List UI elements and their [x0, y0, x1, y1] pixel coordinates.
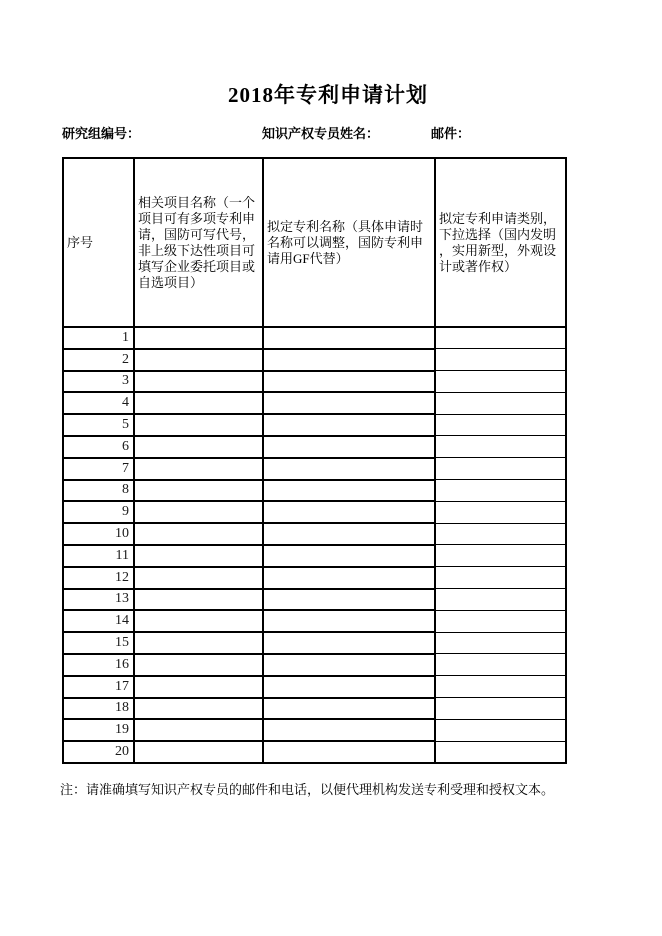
- category-cell[interactable]: [435, 392, 566, 414]
- table-row: [63, 480, 566, 502]
- category-cell[interactable]: [435, 349, 566, 371]
- project-name-cell[interactable]: [134, 523, 263, 545]
- table-row: [63, 719, 566, 741]
- table-row: [63, 458, 566, 480]
- col-header-project-name: 相关项目名称（一个项目可有多项专利申请，国防可写代号，非上级下达性项目可填写企业委托项目或自选项目）: [134, 158, 263, 327]
- footer-note: 注：请准确填写知识产权专员的邮件和电话，以便代理机构发送专利受理和授权文本。: [60, 782, 555, 797]
- category-cell[interactable]: [435, 719, 566, 741]
- table-row: [63, 654, 566, 676]
- patent-name-cell[interactable]: [263, 676, 435, 698]
- row-number-cell: 11: [63, 545, 134, 567]
- category-cell[interactable]: [435, 327, 566, 349]
- category-cell[interactable]: [435, 741, 566, 763]
- row-number-cell: 16: [63, 654, 134, 676]
- category-cell[interactable]: [435, 545, 566, 567]
- row-number-cell: 2: [63, 349, 134, 371]
- project-name-cell[interactable]: [134, 349, 263, 371]
- category-cell[interactable]: [435, 414, 566, 436]
- table-row: [63, 414, 566, 436]
- project-name-cell[interactable]: [134, 610, 263, 632]
- form-fields-row: [0, 123, 662, 141]
- category-cell[interactable]: [435, 698, 566, 720]
- project-name-cell[interactable]: [134, 371, 263, 393]
- table-row: [63, 698, 566, 720]
- table-row: [63, 610, 566, 632]
- project-name-cell[interactable]: [134, 458, 263, 480]
- project-name-cell[interactable]: [134, 719, 263, 741]
- project-name-cell[interactable]: [134, 414, 263, 436]
- patent-plan-table: [62, 157, 567, 764]
- patent-name-cell[interactable]: [263, 371, 435, 393]
- project-name-cell[interactable]: [134, 327, 263, 349]
- category-cell[interactable]: [435, 589, 566, 611]
- project-name-cell[interactable]: [134, 698, 263, 720]
- table-row: [63, 327, 566, 349]
- table-row: [63, 436, 566, 458]
- patent-name-cell[interactable]: [263, 698, 435, 720]
- category-cell[interactable]: [435, 632, 566, 654]
- project-name-cell[interactable]: [134, 589, 263, 611]
- project-name-cell[interactable]: [134, 676, 263, 698]
- col-header-patent-name: 拟定专利名称（具体申请时名称可以调整，国防专利申请用GF代替）: [263, 158, 435, 327]
- project-name-cell[interactable]: [134, 567, 263, 589]
- category-cell[interactable]: [435, 567, 566, 589]
- category-cell[interactable]: [435, 501, 566, 523]
- patent-name-cell[interactable]: [263, 610, 435, 632]
- patent-name-cell[interactable]: [263, 632, 435, 654]
- category-cell[interactable]: [435, 654, 566, 676]
- table-row: [63, 676, 566, 698]
- table-row: [63, 567, 566, 589]
- table-row: [63, 589, 566, 611]
- patent-name-cell[interactable]: [263, 349, 435, 371]
- row-number-cell: 7: [63, 458, 134, 480]
- row-number-cell: 8: [63, 480, 134, 502]
- patent-name-cell[interactable]: [263, 327, 435, 349]
- project-name-cell[interactable]: [134, 741, 263, 763]
- row-number-cell: 6: [63, 436, 134, 458]
- ip-specialist-name-label: 知识产权专员姓名：: [262, 126, 380, 141]
- category-cell[interactable]: [435, 523, 566, 545]
- project-name-cell[interactable]: [134, 480, 263, 502]
- row-number-cell: 1: [63, 327, 134, 349]
- row-number-cell: 4: [63, 392, 134, 414]
- patent-name-cell[interactable]: [263, 545, 435, 567]
- project-name-cell[interactable]: [134, 654, 263, 676]
- table-row: [63, 741, 566, 763]
- category-cell[interactable]: [435, 371, 566, 393]
- table-row: [63, 392, 566, 414]
- row-number-cell: 20: [63, 741, 134, 763]
- row-number-cell: 5: [63, 414, 134, 436]
- row-number-cell: 12: [63, 567, 134, 589]
- page-title: 2018年专利申请计划: [228, 83, 428, 107]
- row-number-cell: 15: [63, 632, 134, 654]
- row-number-cell: 14: [63, 610, 134, 632]
- category-cell[interactable]: [435, 610, 566, 632]
- project-name-cell[interactable]: [134, 392, 263, 414]
- row-number-cell: 10: [63, 523, 134, 545]
- patent-name-cell[interactable]: [263, 567, 435, 589]
- table-row: [63, 523, 566, 545]
- table-row: [63, 349, 566, 371]
- category-cell[interactable]: [435, 436, 566, 458]
- patent-name-cell[interactable]: [263, 654, 435, 676]
- project-name-cell[interactable]: [134, 501, 263, 523]
- patent-name-cell[interactable]: [263, 480, 435, 502]
- table-row: [63, 545, 566, 567]
- project-name-cell[interactable]: [134, 632, 263, 654]
- row-number-cell: 3: [63, 371, 134, 393]
- row-number-cell: 9: [63, 501, 134, 523]
- email-label: 邮件：: [431, 126, 471, 141]
- category-cell[interactable]: [435, 480, 566, 502]
- patent-name-cell[interactable]: [263, 436, 435, 458]
- col-header-index: 序号: [63, 158, 134, 327]
- table-body: [63, 327, 566, 763]
- table-row: [63, 501, 566, 523]
- row-number-cell: 13: [63, 589, 134, 611]
- table-header-row: [63, 158, 566, 327]
- table-row: [63, 632, 566, 654]
- category-cell[interactable]: [435, 676, 566, 698]
- patent-name-cell[interactable]: [263, 458, 435, 480]
- research-group-number-label: 研究组编号：: [62, 126, 141, 141]
- patent-name-cell[interactable]: [263, 719, 435, 741]
- patent-name-cell[interactable]: [263, 392, 435, 414]
- row-number-cell: 17: [63, 676, 134, 698]
- row-number-cell: 18: [63, 698, 134, 720]
- row-number-cell: 19: [63, 719, 134, 741]
- patent-name-cell[interactable]: [263, 414, 435, 436]
- patent-name-cell[interactable]: [263, 523, 435, 545]
- patent-name-cell[interactable]: [263, 741, 435, 763]
- project-name-cell[interactable]: [134, 436, 263, 458]
- table-row: [63, 371, 566, 393]
- col-header-application-category: 拟定专利申请类别，下拉选择（国内发明，实用新型，外观设计或著作权）: [435, 158, 566, 327]
- patent-name-cell[interactable]: [263, 501, 435, 523]
- patent-name-cell[interactable]: [263, 589, 435, 611]
- category-cell[interactable]: [435, 458, 566, 480]
- project-name-cell[interactable]: [134, 545, 263, 567]
